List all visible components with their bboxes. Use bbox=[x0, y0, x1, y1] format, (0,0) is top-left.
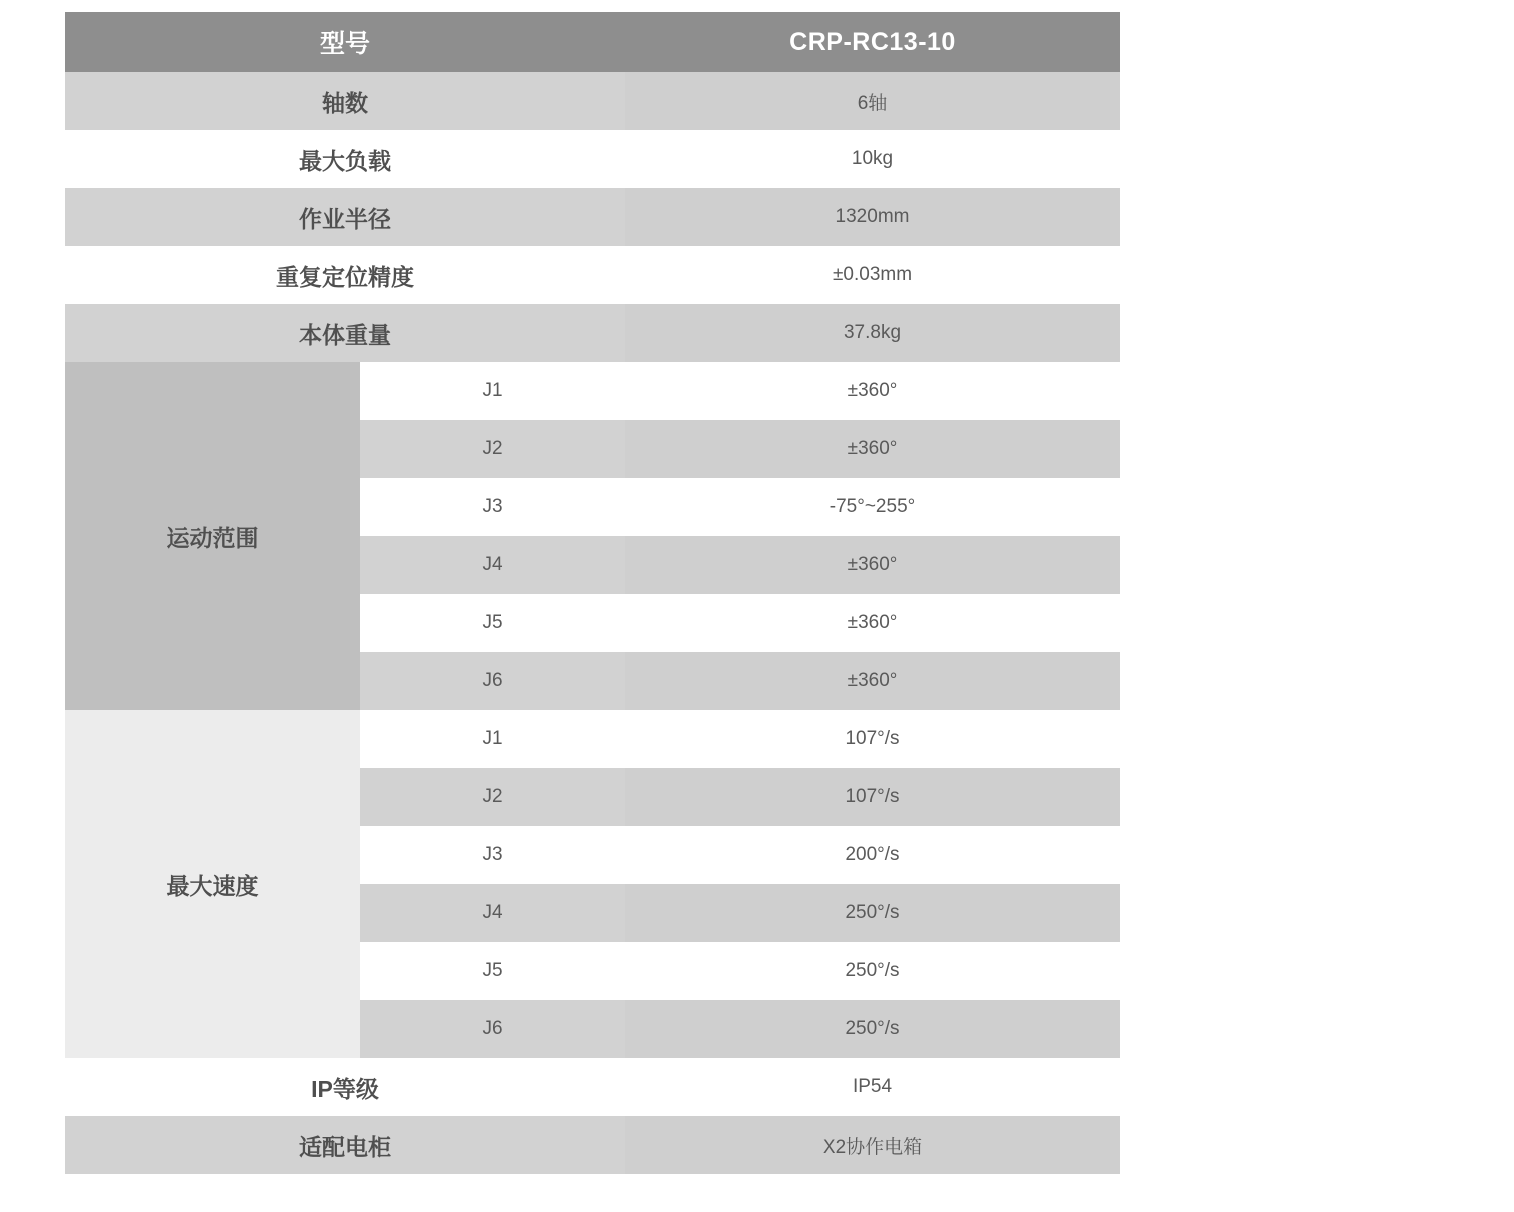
table-row bbox=[65, 710, 1120, 768]
row-value: 107°/s bbox=[625, 710, 1120, 768]
row-label: 重复定位精度 bbox=[65, 246, 625, 304]
row-value: 1320mm bbox=[625, 188, 1120, 246]
row-sublabel: J3 bbox=[360, 478, 625, 536]
row-sublabel: J4 bbox=[360, 884, 625, 942]
table-row bbox=[65, 246, 1120, 304]
row-value: ±360° bbox=[625, 536, 1120, 594]
row-sublabel: J4 bbox=[360, 536, 625, 594]
group-label-max-speed: 最大速度 bbox=[65, 710, 360, 1058]
row-value: 250°/s bbox=[625, 884, 1120, 942]
table-row bbox=[65, 1058, 1120, 1116]
row-sublabel: J5 bbox=[360, 942, 625, 1000]
row-label: 本体重量 bbox=[65, 304, 625, 362]
row-label: 最大负载 bbox=[65, 130, 625, 188]
row-value: ±0.03mm bbox=[625, 246, 1120, 304]
row-value: -75°~255° bbox=[625, 478, 1120, 536]
row-value: ±360° bbox=[625, 652, 1120, 710]
row-sublabel: J6 bbox=[360, 652, 625, 710]
table-row bbox=[65, 188, 1120, 246]
row-value: 107°/s bbox=[625, 768, 1120, 826]
row-sublabel: J6 bbox=[360, 1000, 625, 1058]
row-sublabel: J1 bbox=[360, 710, 625, 768]
header-value: CRP-RC13-10 bbox=[625, 12, 1120, 72]
row-label: 适配电柜 bbox=[65, 1116, 625, 1174]
row-sublabel: J2 bbox=[360, 768, 625, 826]
row-label: 作业半径 bbox=[65, 188, 625, 246]
table-row bbox=[65, 130, 1120, 188]
row-value: X2协作电箱 bbox=[625, 1116, 1120, 1174]
row-label: IP等级 bbox=[65, 1058, 625, 1116]
row-sublabel: J3 bbox=[360, 826, 625, 884]
row-sublabel: J5 bbox=[360, 594, 625, 652]
row-sublabel: J2 bbox=[360, 420, 625, 478]
row-label: 轴数 bbox=[65, 72, 625, 130]
row-value: ±360° bbox=[625, 420, 1120, 478]
group-label-motion-range: 运动范围 bbox=[65, 362, 360, 710]
row-sublabel: J1 bbox=[360, 362, 625, 420]
row-value: 250°/s bbox=[625, 1000, 1120, 1058]
table-header-row bbox=[65, 12, 1120, 72]
specification-table bbox=[65, 12, 1120, 1174]
table-row bbox=[65, 72, 1120, 130]
row-value: 10kg bbox=[625, 130, 1120, 188]
table-row bbox=[65, 1116, 1120, 1174]
row-value: 200°/s bbox=[625, 826, 1120, 884]
row-value: IP54 bbox=[625, 1058, 1120, 1116]
header-label: 型号 bbox=[65, 12, 625, 72]
row-value: 37.8kg bbox=[625, 304, 1120, 362]
row-value: ±360° bbox=[625, 362, 1120, 420]
table-row bbox=[65, 362, 1120, 420]
table-row bbox=[65, 304, 1120, 362]
row-value: 6轴 bbox=[625, 72, 1120, 130]
row-value: ±360° bbox=[625, 594, 1120, 652]
row-value: 250°/s bbox=[625, 942, 1120, 1000]
